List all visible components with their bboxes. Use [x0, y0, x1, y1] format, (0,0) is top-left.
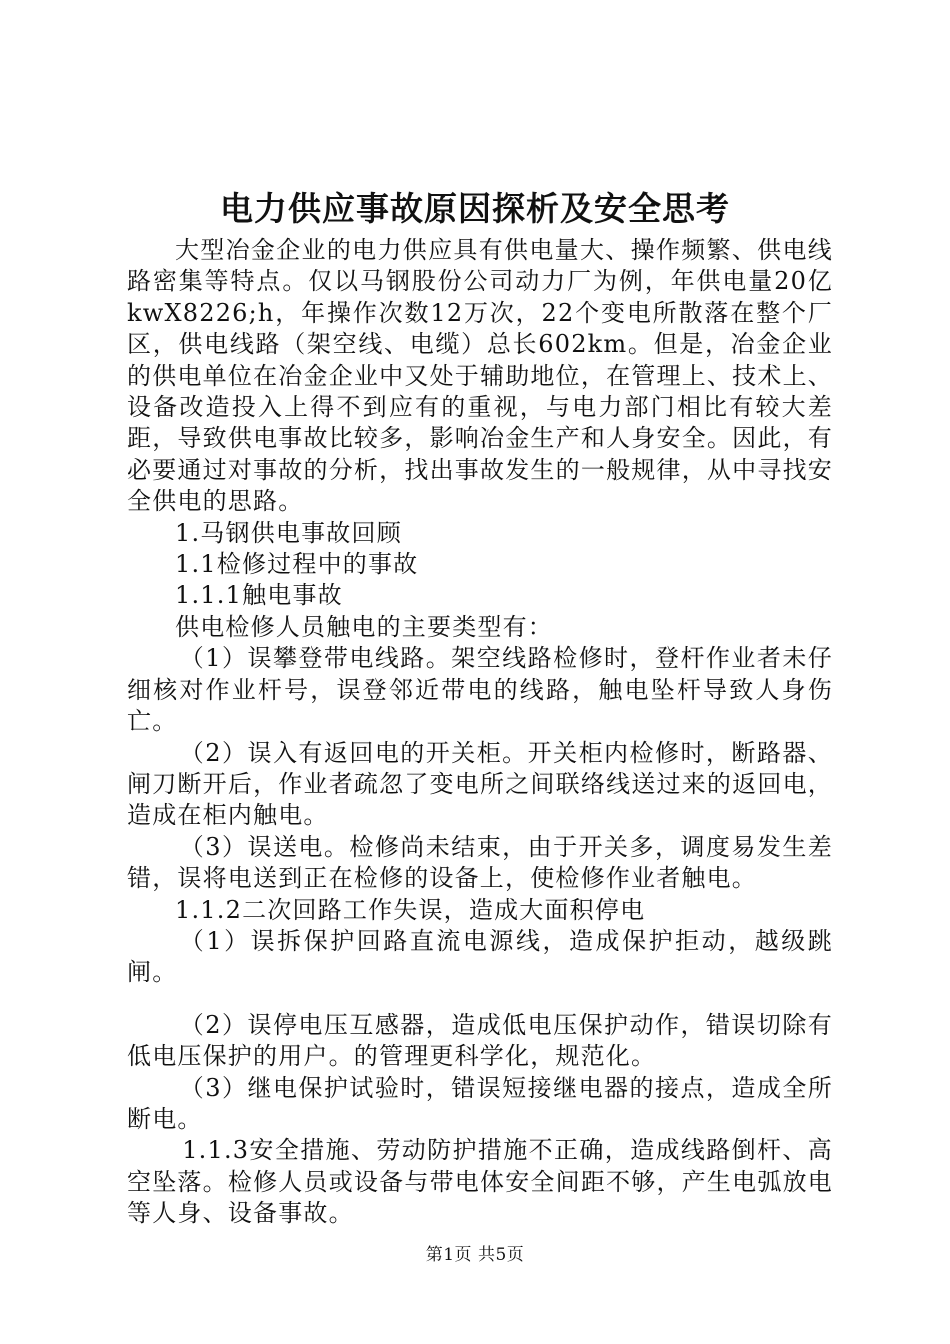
section-heading-1: 1.马钢供电事故回顾	[175, 518, 402, 547]
intro-paragraph: 大型冶金企业的电力供应具有供电量大、操作频繁、供电线路密集等特点。仅以马钢股份公司动力厂为例，年供电量20亿kwX8226;h，年操作次数12万次，22个变电所散落在整个厂区，供电线路（架空线、电缆）总长602km。但是，冶金企业的供电单位在冶金企业中又处于辅助地位，在管理上、技术上、设备改造投入上得不到应有的重视，与电力部门相比有较大差距，导致供电事故比较多，影响冶金生产和人身安全。因此，有必要通过对事故的分析，找出事故发生的一般规律，从中寻找安全供电的思路。	[127, 236, 833, 516]
section-heading-1-1-2: 1.1.2二次回路工作失误，造成大面积停电	[175, 895, 646, 924]
list-item: （2）误停电压互感器，造成低电压保护动作，错误切除有低电压保护的用户。的管理更科学化，规范化。	[127, 1010, 833, 1071]
section-heading-1-1-3: 1.1.3安全措施、劳动防护措施不正确，造成线路倒杆、高空坠落。检修人员或设备与带电体安全间距不够，产生电弧放电等人身、设备事故。	[127, 1136, 833, 1228]
page-footer: 第1页 共5页	[425, 1245, 525, 1265]
section-heading-1-1-1: 1.1.1触电事故	[175, 581, 343, 610]
list-item: （1）误拆保护回路直流电源线，造成保护拒动，越级跳闸。	[127, 926, 833, 987]
list-item: （3）误送电。检修尚未结束，由于开关多，调度易发生差错，误将电送到正在检修的设备上，使检修作业者触电。	[127, 832, 833, 893]
document-body	[127, 235, 833, 1230]
list-item: （1）误攀登带电线路。架空线路检修时，登杆作业者未仔细核对作业杆号，误登邻近带电的线路，触电坠杆导致人身伤亡。	[127, 644, 833, 736]
list-item: （3）继电保护试验时，错误短接继电器的接点，造成全所断电。	[127, 1073, 833, 1133]
list-item: （2）误入有返回电的开关柜。开关柜内检修时，断路器、闸刀断开后，作业者疏忽了变电所之间联络线送过来的返回电，造成在柜内触电。	[127, 738, 833, 830]
section-heading-1-1: 1.1检修过程中的事故	[175, 550, 419, 579]
body-paragraph: 供电检修人员触电的主要类型有：	[175, 612, 553, 641]
document-title: 电力供应事故原因探析及安全思考	[220, 189, 730, 228]
